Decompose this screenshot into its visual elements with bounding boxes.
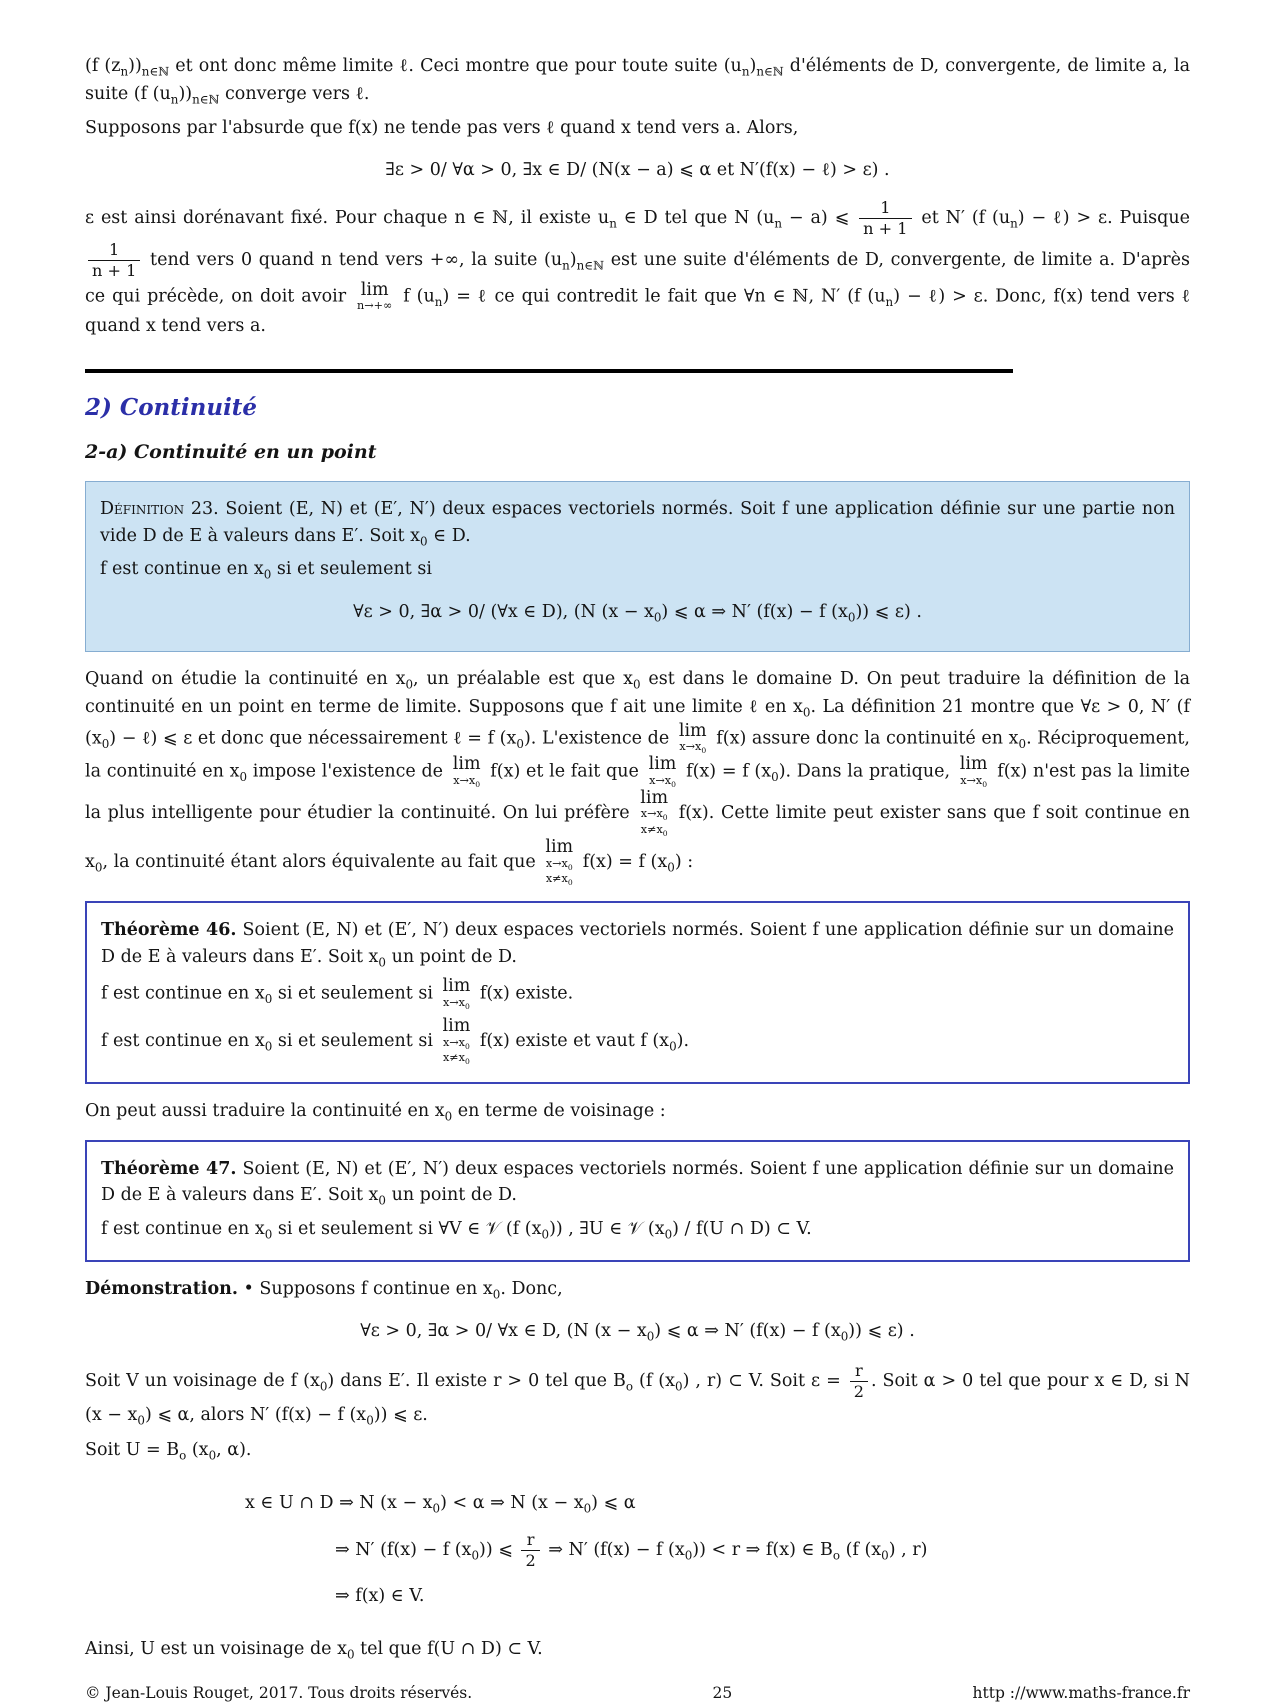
definition-23-condition: f est continue en $x_0$ si et seulement si [100,559,432,582]
footer-page-number: 25 [712,1684,733,1703]
paragraph-absurde: Supposons par l'absurde que f(x) ne tende pas vers ℓ quand x tend vers a. Alors, [85,118,799,139]
paragraph-conclusion: Ainsi, U est un voisinage de $x_0$ tel que f(U ∩ D) ⊂ V. [85,1638,543,1662]
section-divider [85,369,1013,373]
paragraph-etude-continuite: Quand on étudie la continuité en $x_0$, un préalable est que $x_0$ est dans le domaine D. On peut traduire la définition de la continuité en un point en terme de limite. Supposons que f ait une limite ℓ en $x_0$. La définition 21 montre que ∀ε > 0, N′ (f $(x_0)$ − ℓ) ⩽ ε et donc que nécessairement ℓ = f $(x_0)$. L'existence de lim $x\to x_0$ f(x) assure donc la continuité en $x_0$. Réciproquement, la continuité en $x_0$ impose l'existence de lim $x\to x_0$ f(x) et le fait que lim $x\to x_0$ f(x) = f $(x_0)$. Dans la pratique, lim $x\to x_0$ f(x) n'est pas la limite la plus intelligente pour étudier la continuité. On lui préfère lim $x\to x_0$ $x\ne x_0$ f(x). Cette limite peut exister sans que f soit continue en $x_0$, la continuité étant alors équivalente au fait que lim $x\to x_0$ $x\ne x_0$ f(x) = f $(x_0)$ : [85,669,1191,888]
paragraph-voisinage-v: Soit V un voisinage de f $(x_0)$ dans E′. Il existe r > 0 tel que $B_o$ (f $(x_0)$ , r) ⊂ V. Soit ε = $\frac{r}{2}$ . Soit α > 0 tel que pour x ∈ D, si N $(x - x_0)$ ⩽ α, alors N′ (f(x) − f $(x_0)$) ⩽ ε. [85,1360,1190,1428]
theoreme-47-label: Théorème 47. [101,1158,237,1179]
paragraph-epsilon-fixe: ε est ainsi dorénavant fixé. Pour chaque n ∈ ℕ, il existe $u_n$ ∈ D tel que N $(u_n - a)$ ⩽ $\frac{1}{n + 1}$ et N′ (f $(u_n)$ − ℓ) > ε. Puisque $\frac{1}{n + 1}$ tend vers 0 quand n tend vers +∞, la suite $(u_n)_{n\in ℕ}$ est une suite d'éléments de D, convergente, de limite a. D'après ce qui précède, on doit avoir lim n→+∞ f $(u_n)$ = ℓ ce qui contredit le fait que ∀n ∈ ℕ, N′ (f $(u_n)$ − ℓ) > ε. Donc, f(x) tend vers ℓ quand x tend vers a. [85,198,1191,336]
paragraph-voisinage-intro: On peut aussi traduire la continuité en $x_0$ en terme de voisinage : [85,1101,666,1124]
theoreme-46-text [101,917,1174,971]
subsection-heading-continuite-en-un-point: 2-a) Continuité en un point [85,441,377,464]
page-content [85,46,1190,1670]
section-heading-continuite: 2) Continuité [85,394,258,422]
definition-23-intro: Soient (E, N) et (E′, N′) deux espaces vectoriels normés. Soit f une application définie sur une partie non vide D de E à valeurs dans E′. Soit $x_0$ ∈ D. [100,499,1175,549]
footer-url[interactable]: http ://www.maths-france.fr [972,1684,1190,1703]
theoreme-46-label: Théorème 46. [101,920,237,941]
theoreme-46-line1: f est continue en $x_0$ si et seulement si lim $x\to x_0$ f(x) existe. [101,976,574,1012]
theoreme-47-text [101,1156,1174,1210]
footer-copyright: © Jean-Louis Rouget, 2017. Tous droits réservés. [85,1684,473,1703]
demonstration-formula: ∀ε > 0, ∃α > 0/ ∀x ∈ D, (N $(x - x_0)$ ⩽ α ⇒ N′ (f(x) − f $(x_0)$) ⩽ ε) . [360,1321,915,1344]
definition-23-formula: ∀ε > 0, ∃α > 0/ (∀x ∈ D), (N $(x - x_0)$ ⩽ α ⇒ N′ (f(x) − f $(x_0)$) ⩽ ε) . [353,601,922,625]
theoreme-46-box [85,901,1190,1084]
theoreme-47-intro: Soient (E, N) et (E′, N′) deux espaces vectoriels normés. Soient f une application définie sur un domaine D de E à valeurs dans E′. Soit $x_0$ un point de D. [101,1158,1174,1208]
theoreme-47-box [85,1140,1190,1262]
theoreme-46-line2: f est continue en $x_0$ si et seulement si lim $x\to x_0$ $x\ne x_0$ f(x) existe et vaut f $(x_0)$. [101,1016,690,1067]
demonstration-label: Démonstration. [85,1278,238,1299]
paragraph-sequences-limit: (f $(z_n))_{n\in ℕ}$ et ont donc même limite ℓ. Ceci montre que pour toute suite $(u_n)_{n\in ℕ}$ d'éléments de D, convergente, de limite a, la suite (f $(u_n))_{n\in ℕ}$ converge vers ℓ. [85,56,1191,107]
formula-negation-limite: ∃ε > 0/ ∀α > 0, ∃x ∈ D/ (N(x − a) ⩽ α et N′(f(x) − ℓ) > ε) . [385,159,890,180]
theoreme-47-body: f est continue en $x_0$ si et seulement si ∀V ∈ 𝒱 (f $(x_0)$) , ∃U ∈ 𝒱 $(x_0) / f(U$ ∩ D) ⊂ V. [101,1219,812,1242]
demonstration-intro: • Supposons f continue en $x_0$. Donc, [243,1278,563,1302]
derivation-line-3: ⇒ f(x) ∈ V. [335,1586,425,1607]
derivation-line-2: ⇒ N′ (f(x) − f $(x_0)$) ⩽ $\frac{r}{2}$ ⇒ N′ (f(x) − f $(x_0)) < r$ ⇒ f(x) ∈ $B_o$ (f $(x_0)$ , r) [335,1529,928,1570]
definition-23-box [85,481,1190,652]
paragraph-soit-u: Soit $U = B_o$ ($x_0$, α). [85,1439,252,1463]
definition-23-label: Définition 23. [100,499,219,520]
theoreme-46-intro: Soient (E, N) et (E′, N′) deux espaces vectoriels normés. Soient f une application définie sur un domaine D de E à valeurs dans E′. Soit $x_0$ un point de D. [101,920,1174,970]
derivation-block [245,1490,1190,1609]
derivation-line-1: x ∈ U ∩ D ⇒ N $(x - x_0) < \alpha$ ⇒ N $(x - x_0)$ ⩽ α [245,1493,636,1516]
definition-23-text [100,496,1175,550]
paragraph-demonstration-intro [85,1276,1190,1304]
page-footer [85,1670,1190,1706]
